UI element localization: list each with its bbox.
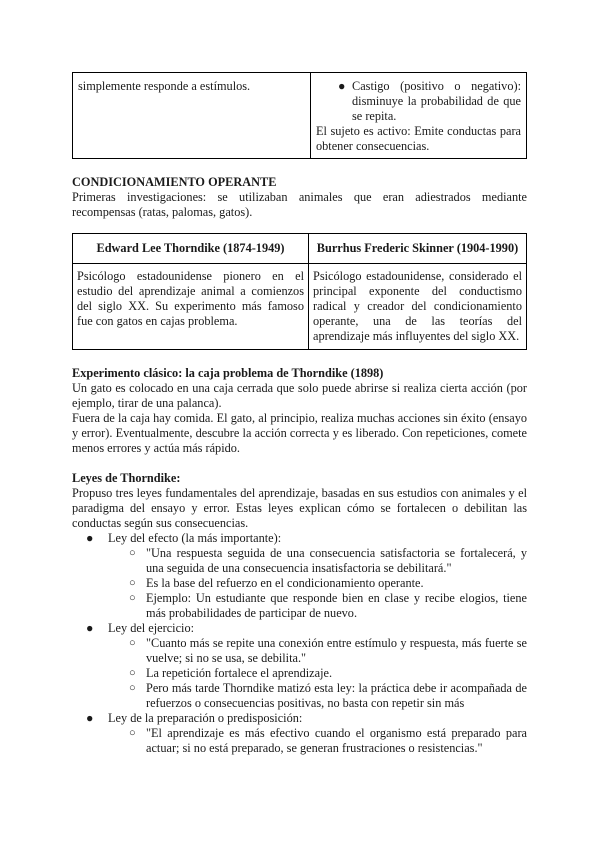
document-page bbox=[72, 72, 527, 756]
circle-bullet-icon: ○ bbox=[129, 727, 136, 739]
circle-bullet-icon: ○ bbox=[129, 577, 136, 589]
laws-intro: Propuso tres leyes fundamentales del aprendizaje, basadas en sus estudios con animales y el paradigma del ensayo y error. Estas leyes explican cómo se fortalecen o debilitan las conductas según sus consecuencias. bbox=[72, 486, 527, 530]
law-subitem-text: Pero más tarde Thorndike matizó esta ley: la práctica debe ir acompañada de refuerzos o consecuencias positivas, no basta con repetir sin más bbox=[146, 681, 527, 710]
law-item bbox=[72, 711, 527, 756]
law-subitem bbox=[108, 546, 527, 576]
bullet-dot-icon: ● bbox=[86, 711, 94, 725]
laws-section bbox=[72, 471, 527, 756]
experiment-section bbox=[72, 366, 527, 456]
punishment-text: Castigo (positivo o negativo): disminuye la probabilidad de que se repita. bbox=[352, 79, 521, 123]
law-sublist bbox=[108, 546, 527, 621]
law-subitem-text: Es la base del refuerzo en el condicionamiento operante. bbox=[146, 576, 424, 590]
punishment-bullet bbox=[316, 79, 521, 124]
circle-bullet-icon: ○ bbox=[129, 547, 136, 559]
top-table-left-cell bbox=[73, 73, 311, 159]
law-subitem bbox=[108, 636, 527, 666]
law-subitem-text: La repetición fortalece el aprendizaje. bbox=[146, 666, 333, 680]
circle-bullet-icon: ○ bbox=[129, 637, 136, 649]
laws-list bbox=[72, 531, 527, 756]
skinner-cell: Psicólogo estadounidense, considerado el principal exponente del conductismo radical y creador del condicionamiento operante, una de las teorías del aprendizaje más influyentes del siglo XX. bbox=[309, 264, 527, 350]
section-intro: Primeras investigaciones: se utilizaban animales que eran adiestrados mediante recompensas (ratas, palomas, gatos). bbox=[72, 190, 527, 219]
bullet-dot-icon: ● bbox=[86, 531, 94, 545]
thorndike-header: Edward Lee Thorndike (1874-1949) bbox=[73, 234, 309, 264]
circle-bullet-icon: ○ bbox=[129, 592, 136, 604]
law-label: Ley del ejercicio: bbox=[108, 621, 195, 635]
circle-bullet-icon: ○ bbox=[129, 682, 136, 694]
authors-table bbox=[72, 233, 527, 350]
law-subitem bbox=[108, 666, 527, 681]
law-subitem bbox=[108, 726, 527, 756]
operant-section bbox=[72, 175, 527, 220]
law-item bbox=[72, 531, 527, 621]
experiment-paragraph-1: Un gato es colocado en una caja cerrada que solo puede abrirse si realiza cierta acción (por ejemplo, tirar de una palanca). bbox=[72, 381, 527, 410]
skinner-header: Burrhus Frederic Skinner (1904-1990) bbox=[309, 234, 527, 264]
experiment-paragraph-2: Fuera de la caja hay comida. El gato, al principio, realiza muchas acciones sin éxito (ensayo y error). Eventualmente, descubre la acción correcta y es liberado. Con repeticiones, comete menos errores y actúa más rápido. bbox=[72, 411, 527, 455]
top-comparison-table bbox=[72, 72, 527, 159]
law-sublist bbox=[108, 636, 527, 711]
bullet-dot-icon: ● bbox=[338, 79, 346, 93]
laws-title: Leyes de Thorndike: bbox=[72, 471, 181, 485]
law-subitem-text: "El aprendizaje es más efectivo cuando el organismo está preparado para actuar; si no está preparado, se generan frustraciones o resistencias." bbox=[146, 726, 527, 755]
law-subitem-text: Ejemplo: Un estudiante que responde bien en clase y recibe elogios, tiene más probabilidades de participar de nuevo. bbox=[146, 591, 527, 620]
law-label: Ley del efecto (la más importante): bbox=[108, 531, 282, 545]
section-title: CONDICIONAMIENTO OPERANTE bbox=[72, 175, 277, 189]
law-sublist bbox=[108, 726, 527, 756]
law-label: Ley de la preparación o predisposición: bbox=[108, 711, 303, 725]
law-subitem-text: "Cuanto más se repite una conexión entre estímulo y respuesta, más fuerte se vuelve; si no se usa, se debilita." bbox=[146, 636, 527, 665]
law-subitem bbox=[108, 591, 527, 621]
experiment-title: Experimento clásico: la caja problema de Thorndike (1898) bbox=[72, 366, 384, 380]
law-subitem bbox=[108, 576, 527, 591]
top-table-left-text: simplemente responde a estímulos. bbox=[78, 79, 251, 93]
law-item bbox=[72, 621, 527, 711]
law-subitem-text: "Una respuesta seguida de una consecuencia satisfactoria se fortalecerá, y una seguida de una consecuencia insatisfactoria se debilitará." bbox=[146, 546, 527, 575]
active-subject-note: El sujeto es activo: Emite conductas para obtener consecuencias. bbox=[316, 124, 521, 153]
thorndike-cell: Psicólogo estadounidense pionero en el estudio del aprendizaje animal a comienzos del siglo XX. Su experimento más famoso fue con gatos en cajas problema. bbox=[73, 264, 309, 350]
top-table-right-cell bbox=[311, 73, 527, 159]
bullet-dot-icon: ● bbox=[86, 621, 94, 635]
circle-bullet-icon: ○ bbox=[129, 667, 136, 679]
law-subitem bbox=[108, 681, 527, 711]
